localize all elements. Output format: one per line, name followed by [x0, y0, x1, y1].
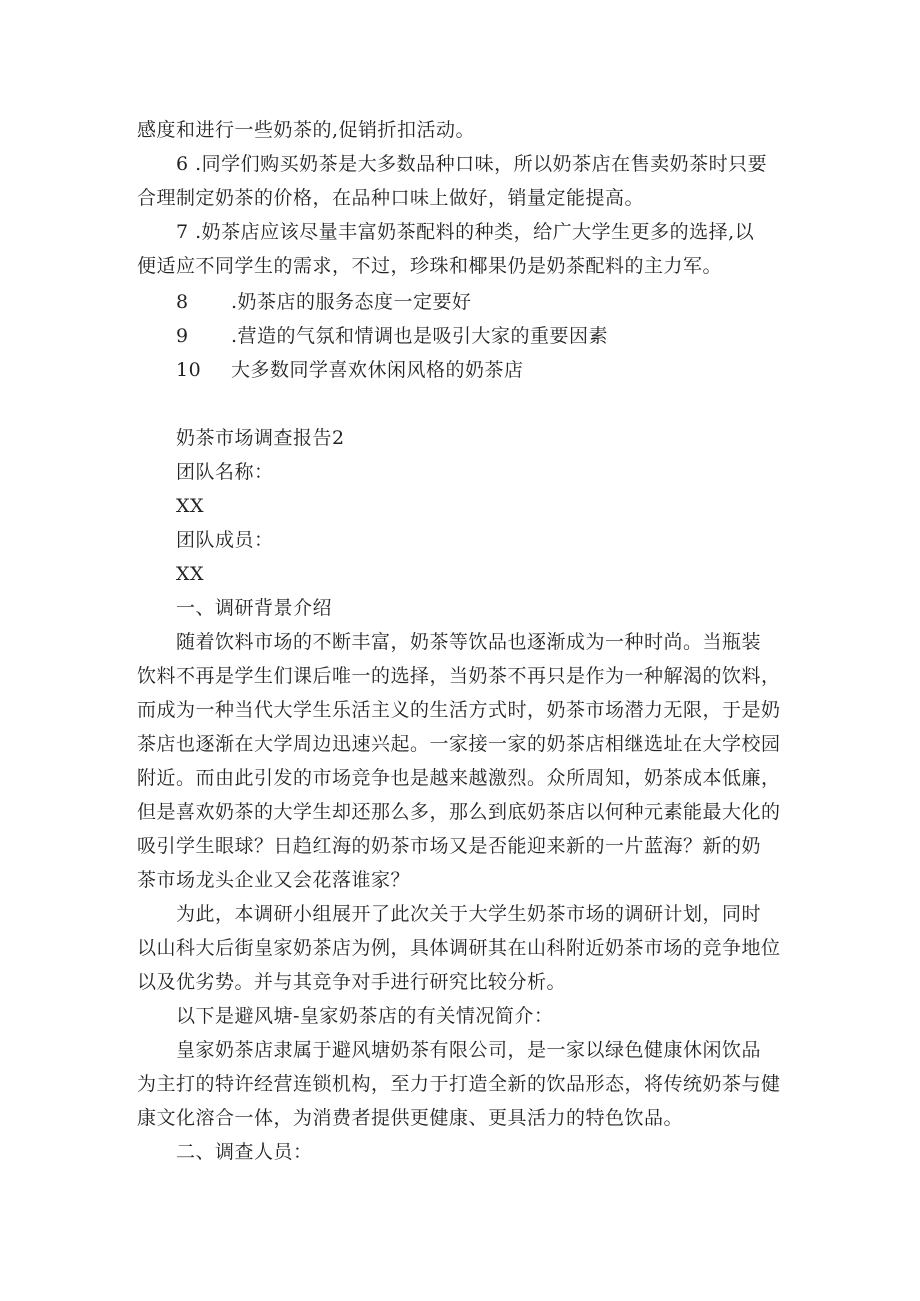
list-text: .奶茶店的服务态度一定要好 — [231, 291, 472, 313]
text-line: 便适应不同学生的需求，不过，珍珠和椰果仍是奶茶配料的主力军。 — [137, 255, 723, 277]
list-item-8 — [176, 288, 796, 316]
paragraph-line: 康文化溶合一体，为消费者提供更健康、更具活力的特色饮品。 — [137, 1107, 684, 1129]
paragraph-line: 为主打的特许经营连锁机构，至力于打造全新的饮品形态，将传统奶茶与健 — [137, 1073, 781, 1095]
paragraph-line: 而成为一种当代大学生乐活主义的生活方式时，奶茶市场潜力无限，于是奶 — [137, 699, 781, 721]
section-title: 奶茶市场调查报告2 — [176, 427, 345, 449]
paragraph-line: 以下是避风塘-皇家奶茶店的有关情况简介： — [176, 1005, 554, 1027]
team-members-label: 团队成员： — [176, 529, 274, 551]
paragraph-line: 吸引学生眼球？日趋红海的奶茶市场又是否能迎来新的一片蓝海？新的奶 — [137, 835, 762, 857]
paragraph-line: 茶店也逐渐在大学周边迅速兴起。一家接一家的奶茶店相继选址在大学校园 — [137, 733, 781, 755]
paragraph-line: 为此，本调研小组展开了此次关于大学生奶茶市场的调研计划，同时 — [176, 903, 762, 925]
list-item-9 — [176, 322, 796, 350]
heading-background: 一、调研背景介绍 — [176, 597, 333, 619]
paragraph-line: 以及优劣势。并与其竞争对手进行研究比较分析。 — [137, 971, 567, 993]
heading-investigators: 二、调查人员： — [176, 1141, 313, 1163]
list-item-7: 7 .奶茶店应该尽量丰富奶茶配料的种类，给广大学生更多的选择,以 — [176, 221, 755, 243]
list-number: 9 — [176, 325, 189, 347]
list-item-6: 6 .同学们购买奶茶是大多数品种口味，所以奶茶店在售卖奶茶时只要 — [176, 153, 768, 175]
paragraph-line: 茶市场龙头企业又会花落谁家？ — [137, 869, 411, 891]
paragraph-line: 随着饮料市场的不断丰富，奶茶等饮品也逐渐成为一种时尚。当瓶装 — [176, 631, 762, 653]
list-text: .营造的气氛和情调也是吸引大家的重要因素 — [231, 325, 609, 347]
list-number: 10 — [176, 359, 202, 381]
paragraph-line: 但是喜欢奶茶的大学生却还那么多，那么到底奶茶店以何种元素能最大化的 — [137, 801, 781, 823]
list-text: 大多数同学喜欢休闲风格的奶茶店 — [231, 359, 524, 381]
list-number: 8 — [176, 291, 189, 313]
text-line: 合理制定奶茶的价格，在品种口味上做好，销量定能提高。 — [137, 187, 645, 209]
paragraph-line: 饮料不再是学生们课后唯一的选择，当奶茶不再只是作为一种解渴的饮料， — [137, 665, 781, 687]
list-item-10 — [176, 356, 796, 384]
paragraph-line: 皇家奶茶店隶属于避风塘奶茶有限公司，是一家以绿色健康休闲饮品 — [176, 1039, 762, 1061]
text-line: 感度和进行一些奶茶的,促销折扣活动。 — [137, 119, 476, 141]
team-members-value: XX — [176, 563, 205, 585]
team-name-value: XX — [176, 495, 205, 517]
paragraph-line: 附近。而由此引发的市场竞争也是越来越激烈。众所周知，奶茶成本低廉， — [137, 767, 781, 789]
team-name-label: 团队名称： — [176, 461, 274, 483]
paragraph-line: 以山科大后街皇家奶茶店为例，具体调研其在山科附近奶茶市场的竞争地位 — [137, 937, 781, 959]
